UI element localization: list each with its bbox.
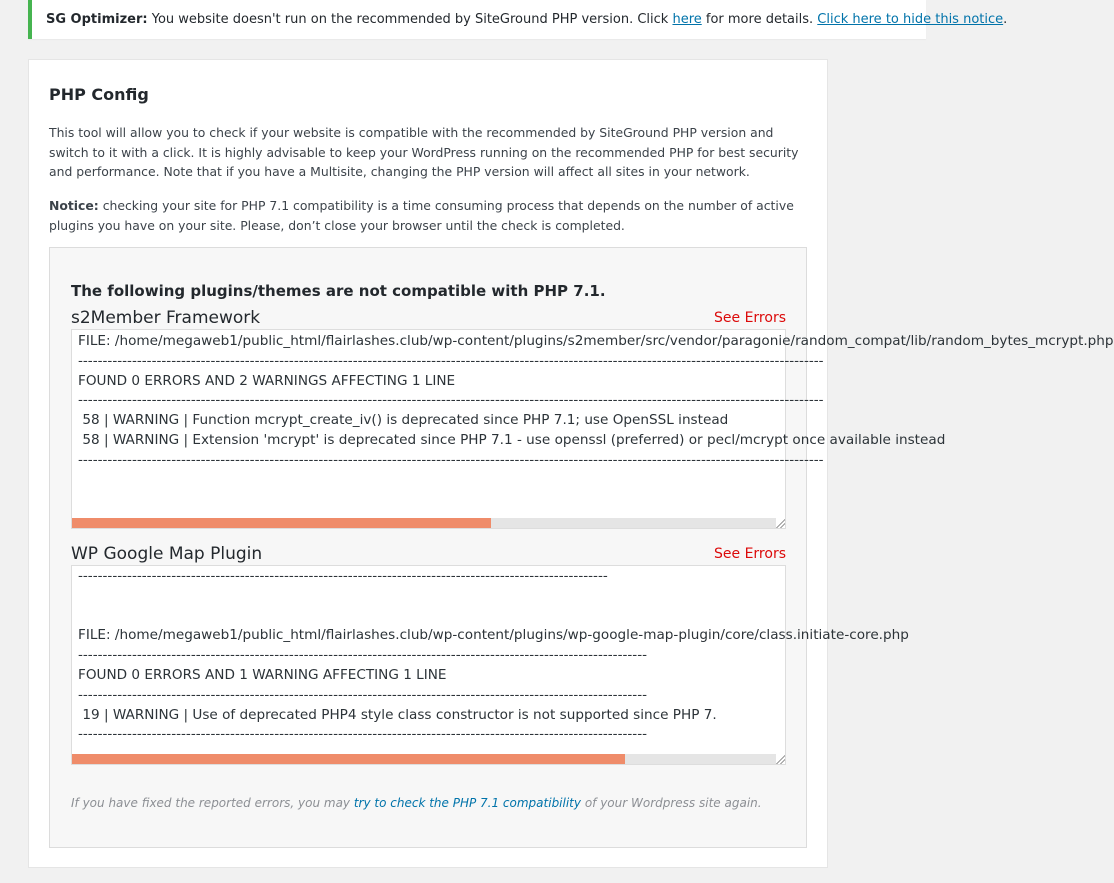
- resize-grip-icon[interactable]: [775, 518, 785, 528]
- recheck-footer: [71, 796, 762, 810]
- error-log-text-wp-google-map: ------------------------------------------------------------------------------------------------------------ FILE: /home/megaweb1/public_html/flairlashes.club/wp-content/plugins/wp-google-map-plugin/core/class.initiate-core.php -------------------------------------------------------------------------------------------------------------------- FOUND 0 ERRORS AND 1 WARNING AFFECTING 1 LINE -------------------------------------------------------------------------------------------------------------------- 19 | WARNING | Use of deprecated PHP4 style class constructor is not supported since PHP 7. --------------------------------------------------------------------------------------------------------------------: [78, 568, 909, 743]
- results-title: The following plugins/themes are not compatible with PHP 7.1.: [71, 282, 606, 300]
- compatibility-notice-label: Notice:: [49, 198, 99, 213]
- compatibility-results-panel: [49, 247, 1114, 848]
- page-title: PHP Config: [49, 85, 149, 104]
- notice-here-link[interactable]: here: [672, 12, 702, 27]
- error-log-text-s2member: FILE: /home/megaweb1/public_html/flairlashes.club/wp-content/plugins/s2member/src/vendor/paragonie/random_compat/lib/random_bytes_mcrypt.php -------------------------------------------------------------------------------------------------------------------------------------------------------- FOUND 0 ERRORS AND 2 WARNINGS AFFECTING 1 LINE -------------------------------------------------------------------------------------------------------------------------------------------------------- 58 | WARNING | Function mcrypt_create_iv() is deprecated since PHP 7.1; use OpenSSL instead 58 | WARNING | Extension 'mcrypt' is deprecated since PHP 7.1 - use openssl (preferred) or pecl/mcrypt once available instead --------------------------------------------------------------------------------------------------------------------------------------------------------: [78, 333, 1114, 468]
- php-config-card: [28, 59, 1114, 868]
- see-errors-button-s2member[interactable]: See Errors: [714, 310, 786, 326]
- error-log-textarea-s2member[interactable]: [71, 329, 1114, 529]
- footer-text: If you have fixed the reported errors, you may: [71, 796, 354, 810]
- php-config-description: This tool will allow you to check if your website is compatible with the recommended by SiteGround PHP version and switch to it with a click. It is highly advisable to keep your WordPress running on the recommended PHP for best security and performance. Note that if you have a Multisite, changing the PHP version will affect all sites in your network.: [49, 125, 799, 179]
- progress-fill-s2member: [72, 518, 491, 528]
- resize-grip-icon[interactable]: [775, 754, 785, 764]
- notice-text-3: .: [1003, 12, 1008, 27]
- progress-bar-s2member: [72, 518, 776, 528]
- notice-text-2: for more details.: [701, 12, 818, 27]
- notice-label: SG Optimizer:: [46, 12, 148, 27]
- see-errors-button-wp-google-map[interactable]: See Errors: [714, 546, 786, 562]
- error-log-textarea-wp-google-map[interactable]: [71, 565, 909, 765]
- compatibility-notice: [49, 196, 809, 235]
- plugin-name-wp-google-map: WP Google Map Plugin: [71, 544, 263, 564]
- progress-bar-wp-google-map: [72, 754, 776, 764]
- progress-fill-wp-google-map: [72, 754, 625, 764]
- recheck-compatibility-link[interactable]: try to check the PHP 7.1 compatibility: [353, 796, 581, 810]
- hide-notice-link[interactable]: Click here to hide this notice: [817, 12, 1004, 27]
- compatibility-notice-text: checking your site for PHP 7.1 compatibility is a time consuming process that depends on the number of active plugins you have on your site. Please, don’t close your browser until the check is completed.: [49, 198, 794, 233]
- notice-text: You website doesn't run on the recommended by SiteGround PHP version. Click: [147, 12, 673, 27]
- footer-text-end: of your Wordpress site again.: [581, 796, 762, 810]
- plugin-name-s2member: s2Member Framework: [71, 308, 261, 328]
- sg-optimizer-notice: [28, 0, 1008, 39]
